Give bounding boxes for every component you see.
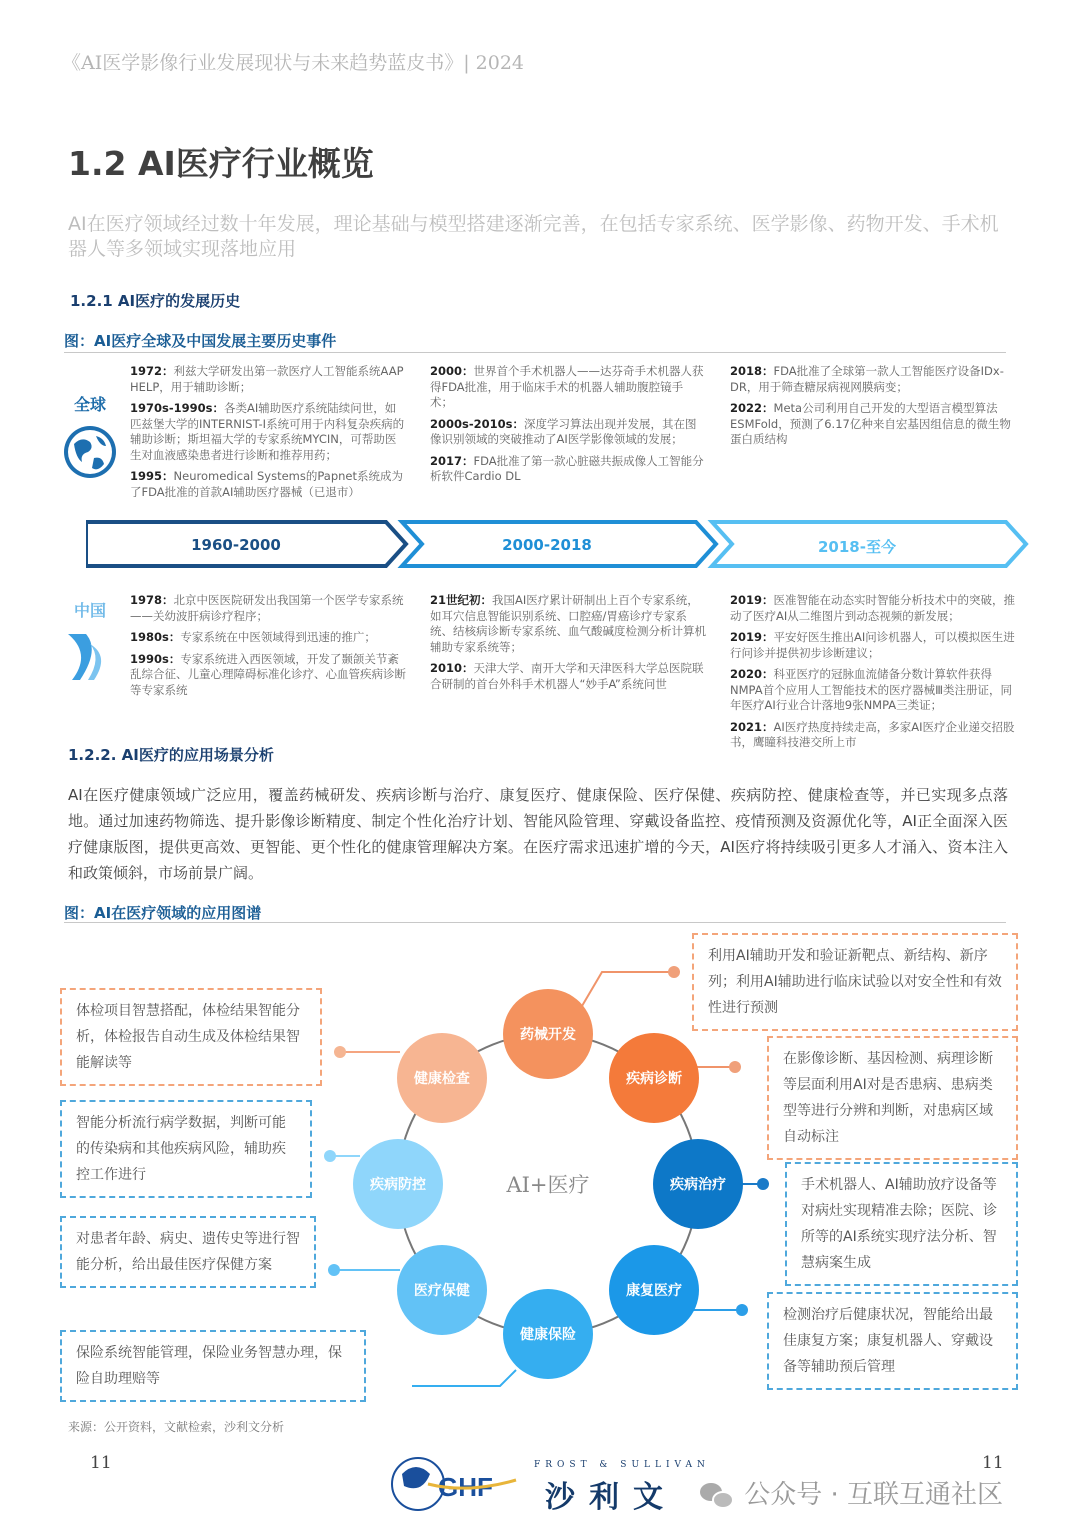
box-treatment: 手术机器人、AI辅助放疗设备等对病灶实现精准去除；医院、诊所等的AI系统实现疗法分析、智慧病案生成 <box>785 1162 1018 1286</box>
page-title: 1.2 AI医疗行业概览 <box>68 144 374 183</box>
period-3: 2018-至今 <box>818 538 896 556</box>
china-events-col <box>430 593 706 698</box>
event-text: 科亚医疗的冠脉血流储备分数计算软件获得NMPA首个应用人工智能技术的医疗器械Ⅲ类注册证，同年医疗AI行业合计落地9张NMPA三类证； <box>730 667 1013 712</box>
event-text: 世界首个手术机器人——达芬奇手术机器人获得FDA批准，用于临床手术的机器人辅助腹腔镜手术； <box>430 364 704 409</box>
period-1: 1960-2000 <box>191 536 281 554</box>
globe-icon <box>62 424 118 480</box>
event-text: 北京中医医院研发出我国第一个医学专家系统——关幼波肝病诊疗程序； <box>130 593 404 623</box>
event-text: 各类AI辅助医疗系统陆续问世，如匹兹堡大学的INTERNIST-I系统可用于内科复杂疾病的辅助诊断；斯坦福大学的专家系统MYCIN，可帮助医生对血液感染患者进行诊断和推荐用药； <box>130 401 405 462</box>
figure-2-title: 图：AI在医疗领域的应用图谱 <box>64 904 262 922</box>
china-label: 中国 <box>74 601 107 620</box>
node-4: 健康保险 <box>503 1289 593 1379</box>
section-1-2-2: 1.2.2. AI医疗的应用场景分析 <box>68 746 274 764</box>
global-events-col <box>730 364 1020 454</box>
event-item <box>430 661 706 692</box>
event-item <box>430 417 706 448</box>
event-text: 利兹大学研发出第一款医疗人工智能系统AAP HELP，用于辅助诊断； <box>130 364 404 394</box>
china-events-col <box>130 593 406 704</box>
center-label: AI+医疗 <box>506 1173 590 1197</box>
event-year: 2022： <box>730 401 774 415</box>
watermark <box>700 1474 1003 1511</box>
divider <box>64 352 1006 353</box>
event-year: 21世纪初： <box>430 593 493 607</box>
divider <box>64 922 1006 923</box>
event-text: Meta公司利用自己开发的大型语言模型算法ESMFold，预测了6.17亿种来自宏基因组信息的微生物蛋白质结构 <box>730 401 1011 446</box>
event-item <box>730 401 1020 448</box>
node-7: 健康检查 <box>397 1033 487 1123</box>
event-text: 深度学习算法出现并发展，其在图像识别领域的突破推动了AI医学影像领域的发展； <box>430 416 697 446</box>
event-year: 2018： <box>730 364 774 378</box>
event-item <box>130 593 406 624</box>
event-item <box>730 720 1020 751</box>
global-label: 全球 <box>74 395 107 414</box>
box-health-check: 体检项目智慧搭配，体检结果智能分析，体检报告自动生成及体检结果智能解读等 <box>60 988 322 1086</box>
event-year: 1995： <box>130 469 174 483</box>
node-1: 疾病诊断 <box>609 1033 699 1123</box>
event-item <box>730 593 1020 624</box>
page-number-right: 11 <box>982 1453 1004 1473</box>
box-insurance: 保险系统智能管理，保险业务智慧办理，保险自助理赔等 <box>60 1330 366 1402</box>
box-prevention: 智能分析流行病学数据，判断可能的传染病和其他疾病风险，辅助疾控工作进行 <box>60 1100 312 1198</box>
event-year: 1980s： <box>130 630 181 644</box>
ghf-logo <box>388 1454 518 1514</box>
event-year: 2000： <box>430 364 474 378</box>
event-year: 2000s-2010s： <box>430 416 524 431</box>
lead-paragraph: AI在医疗领域经过数十年发展，理论基础与模型搭建逐渐完善，在包括专家系统、医学影像、药物开发、手术机器人等多领域实现落地应用 <box>68 213 999 260</box>
event-text: 平安好医生推出AI问诊机器人，可以模拟医生进行问诊并提供初步诊断建议； <box>730 630 1015 660</box>
event-item <box>430 364 706 411</box>
event-item <box>730 364 1020 395</box>
period-2: 2000-2018 <box>502 536 592 554</box>
event-text: AI医疗热度持续走高，多家AI医疗企业递交招股书，鹰瞳科技港交所上市 <box>730 719 1015 749</box>
node-6: 疾病防控 <box>353 1139 443 1229</box>
section-1-2-1: 1.2.1 AI医疗的发展历史 <box>70 292 241 310</box>
event-year: 1990s： <box>130 651 181 666</box>
event-item <box>130 469 406 500</box>
event-item <box>430 593 706 655</box>
event-text: Neuromedical Systems的Papnet系统成为了FDA批准的首款AI辅助医疗器械（已退市） <box>130 469 403 499</box>
figure-1-title: 图：AI医疗全球及中国发展主要历史事件 <box>64 332 337 350</box>
event-item <box>130 364 406 395</box>
node-2: 疾病治疗 <box>653 1139 743 1229</box>
event-year: 2019： <box>730 593 774 607</box>
event-text: 我国AI医疗累计研制出上百个专家系统，如耳穴信息智能识别系统、口腔癌/胃癌诊疗专家系统、结核病诊断专家系统、血气酸碱度检测分析计算机辅助专家系统等； <box>430 593 706 654</box>
event-year: 1970s-1990s： <box>130 401 224 415</box>
event-year: 1978： <box>130 593 174 607</box>
event-year: 1972： <box>130 364 174 378</box>
wechat-icon <box>700 1481 736 1511</box>
box-rehab: 检测治疗后健康状况，智能给出最佳康复方案；康复机器人、穿戴设备等辅助预后管理 <box>767 1292 1018 1390</box>
box-healthcare: 对患者年龄、病史、遗传史等进行智能分析，给出最佳医疗保健方案 <box>60 1216 316 1288</box>
watermark-text: 公众号 · 互联互通社区 <box>744 1480 1004 1510</box>
great-wall-icon <box>66 630 116 682</box>
box-diagnosis: 在影像诊断、基因检测、病理诊断等层面利用AI对是否患病、患病类型等进行分辨和判断，对患病区域自动标注 <box>767 1036 1018 1160</box>
china-events-col <box>730 593 1020 757</box>
frost-logo-text: FROST & SULLIVAN <box>534 1460 710 1470</box>
event-text: FDA批准了全球第一款人工智能医疗设备IDx-DR，用于筛查糖尿病视网膜病变； <box>730 364 1004 394</box>
event-year: 2020： <box>730 667 774 681</box>
body-paragraph: AI在医疗健康领域广泛应用，覆盖药械研发、疾病诊断与治疗、康复医疗、健康保险、医疗保健、疾病防控、健康检查等，并已实现多点落地。通过加速药物筛选、提升影像诊断精度、制定个性化治疗计划、智能风险管理、穿戴设备监控、疫情预测及资源优化等，AI正全面深入医疗健康版图，提供更高效、更智能、更个性化的健康管理解决方案。在医疗需求迅速扩增的今天，AI医疗将持续吸引更多人才涌入、资本注入和政策倾斜，市场前景广阔。 <box>68 786 1008 882</box>
event-text: 天津大学、南开大学和天津医科大学总医院联合研制的首台外科手术机器人“妙手A”系统问世 <box>430 661 704 691</box>
node-5: 医疗保健 <box>397 1245 487 1335</box>
svg-text:GHF: GHF <box>438 1472 493 1502</box>
event-item <box>730 667 1020 714</box>
report-header: 《AI医学影像行业发展现状与未来趋势蓝皮书》| 2024 <box>62 52 525 74</box>
global-events-col <box>130 364 406 506</box>
box-drug-dev: 利用AI辅助开发和验证新靶点、新结构、新序列；利用AI辅助进行临床试验以对安全性和有效性进行预测 <box>692 933 1018 1031</box>
sullivan-logo: 沙利文 <box>545 1480 677 1515</box>
event-item <box>130 630 406 646</box>
page-number-left: 11 <box>90 1453 112 1473</box>
event-text: FDA批准了第一款心脏磁共振成像人工智能分析软件Cardio DL <box>430 453 704 483</box>
source-note: 来源：公开资料，文献检索，沙利文分析 <box>68 1420 285 1434</box>
event-item <box>430 454 706 485</box>
event-item <box>130 401 406 463</box>
event-item <box>730 630 1020 661</box>
node-3: 康复医疗 <box>609 1245 699 1335</box>
event-item <box>130 652 406 699</box>
event-year: 2017： <box>430 453 474 468</box>
global-events-col <box>430 364 706 491</box>
event-text: 专家系统在中医领域得到迅速的推广； <box>180 630 376 644</box>
event-text: 专家系统进入西医领域，开发了颞颌关节紊乱综合征、儿童心理障碍标准化诊疗、心血管疾病诊断等专家系统 <box>130 651 406 697</box>
node-0: 药械开发 <box>503 989 593 1079</box>
event-year: 2019： <box>730 630 774 644</box>
event-year: 2010： <box>430 661 474 675</box>
event-year: 2021： <box>730 719 774 734</box>
event-text: 医准智能在动态实时智能分析技术中的突破，推动了医疗AI从二维图片到动态视频的新发展； <box>730 593 1016 623</box>
